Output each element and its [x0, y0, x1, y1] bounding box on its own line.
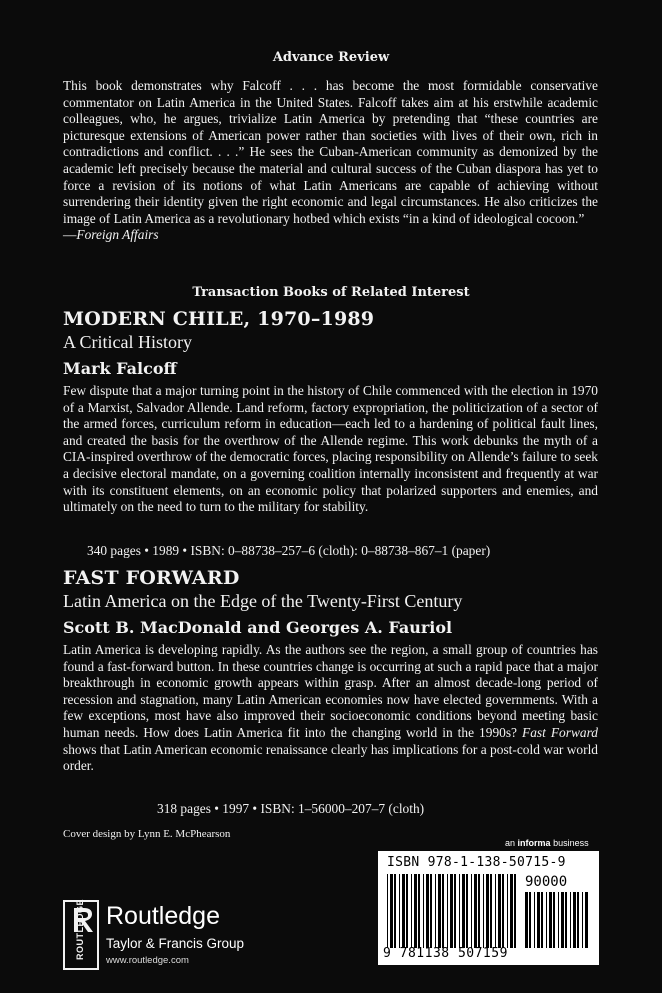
barcode-bar — [438, 874, 441, 948]
related-books-heading: Transaction Books of Related Interest — [192, 285, 470, 300]
description-part: Latin America is developing rapidly. As the authors see the region, a small group of countries has found a fast-forward button. In these countries change is occurring at such a rapid pace that a major breakthrough in economic growth appears within grasp. After an almost decade-long period of recession and stagnation, many Latin American economies now have elected governments. With a few exceptions, most have also improved their socioeconomic conditions beyond meeting basic human needs. How does Latin America fit into the changing world in the 1990s? — [63, 642, 598, 740]
barcode-bar — [546, 892, 547, 948]
barcode-bar — [450, 874, 453, 948]
book-description — [63, 642, 598, 775]
review-source-dash: — — [63, 227, 77, 243]
barcode-bar — [525, 892, 528, 948]
barcode-bar — [430, 874, 432, 948]
barcode — [378, 851, 599, 965]
informa-brand: informa — [517, 838, 551, 848]
review-source: Foreign Affairs — [76, 227, 159, 243]
barcode-bar — [471, 874, 472, 948]
barcode-bar — [561, 892, 564, 948]
advance-review-text — [63, 78, 598, 244]
informa-prefix: an — [505, 838, 516, 848]
barcode-bar — [541, 892, 543, 948]
barcode-bars — [387, 874, 517, 948]
barcode-bar — [582, 892, 583, 948]
barcode-bar — [570, 892, 571, 948]
routledge-logo — [63, 900, 273, 970]
barcode-bar — [549, 892, 552, 948]
barcode-bar — [486, 874, 489, 948]
barcode-bar — [454, 874, 456, 948]
barcode-bar — [435, 874, 436, 948]
informa-tagline — [505, 838, 589, 848]
review-body: This book demonstrates why Falcoff . . . has become the most formidable conservative commentator on Latin America in the United States. Falcoff takes aim at his erstwhile academic colleagues, who, he argues, trivialize Latin America by pretending that “these countries are picturesque extensions of American power rather than societies with lives of their own, rich in contradictions and conflict. . . .” He sees the Cuban-American community as demonized by the academic left precisely because the material and cultural success of the Cuban diaspora has yet to force a revision of its notions of what Latin Americans are capable of achieving without surrendering their identity given the right economic and legal circumstances. He also criticizes the image of Latin America as a revolutionary hotbed which exists “in a kind of ideological cocoon.” — [63, 78, 598, 226]
book-meta: 340 pages • 1989 • ISBN: 0–88738–257–6 (cloth): 0–88738–867–1 (paper) — [87, 543, 491, 558]
barcode-bar — [577, 892, 579, 948]
barcode-bar — [447, 874, 448, 948]
barcode-bar — [514, 874, 516, 948]
advance-review-heading: Advance Review — [272, 50, 390, 65]
barcode-bar — [474, 874, 477, 948]
publisher-group: Taylor & Francis Group — [106, 936, 245, 951]
barcode-bar — [510, 874, 513, 948]
addon-barcode-bars — [525, 892, 591, 948]
description-italic-title: Fast Forward — [522, 724, 598, 740]
book-meta: 318 pages • 1997 • ISBN: 1–56000–207–7 (cloth) — [157, 801, 425, 816]
publisher-url: www.routledge.com — [106, 955, 189, 966]
barcode-bar — [390, 874, 393, 948]
barcode-bar — [502, 874, 504, 948]
barcode-bar — [507, 874, 508, 948]
barcode-bar — [466, 874, 468, 948]
cover-credit: Cover design by Lynn E. McPhearson — [63, 828, 231, 840]
book-subtitle: A Critical History — [63, 332, 192, 352]
barcode-bar — [414, 874, 417, 948]
routledge-vertical-mark: ROUTLEDGE — [75, 898, 85, 960]
barcode-bar — [402, 874, 405, 948]
price-code: 90000 — [525, 874, 568, 890]
barcode-bar — [537, 892, 540, 948]
barcode-bar — [462, 874, 465, 948]
book-title: FAST FORWARD — [63, 567, 240, 589]
isbn-text: ISBN 978-1-138-50715-9 — [387, 855, 566, 870]
barcode-bar — [423, 874, 424, 948]
barcode-bar — [411, 874, 412, 948]
book-title: MODERN CHILE, 1970–1989 — [63, 308, 375, 330]
barcode-bar — [498, 874, 501, 948]
publisher-name: Routledge — [106, 902, 220, 930]
routledge-mark-icon — [63, 900, 99, 970]
description-part: shows that Latin American economic renaissance clearly has implications for a post-cold war world order. — [63, 741, 598, 774]
barcode-bar — [459, 874, 460, 948]
barcode-bar — [406, 874, 408, 948]
barcode-bar — [495, 874, 496, 948]
barcode-bar — [483, 874, 484, 948]
book-description: Few dispute that a major turning point in the history of Chile commenced with the election in 1970 of a Marxist, Salvador Allende. Land reform, factory expropriation, the politicization of a sector of the armed forces, curriculum reform in education—each led to a hardening of political fault lines, and created the basis for the overthrow of the Allende regime. This work debunks the myth of a CIA-inspired overthrow of the democratic forces, placing responsibility on Allende’s failure to seek a decisive electoral mandate, on a governing coalition internally inconsistent and frequently at war with its constituent elements, on an economic policy that polarized supporters and enemies, and ultimately on the need to turn to the military for stability. — [63, 383, 598, 515]
barcode-bar — [553, 892, 555, 948]
informa-suffix: business — [553, 838, 589, 848]
book-subtitle: Latin America on the Edge of the Twenty-First Century — [63, 591, 463, 611]
barcode-bar — [565, 892, 567, 948]
book-author: Mark Falcoff — [63, 359, 177, 378]
barcode-bar — [573, 892, 576, 948]
barcode-bar — [490, 874, 492, 948]
barcode-digits: 9 781138 507159 — [383, 946, 508, 961]
barcode-bar — [585, 892, 588, 948]
barcode-bar — [558, 892, 559, 948]
book-author: Scott B. MacDonald and Georges A. Fauriol — [63, 618, 453, 637]
barcode-bar — [394, 874, 396, 948]
barcode-bar — [442, 874, 444, 948]
barcode-bar — [478, 874, 480, 948]
barcode-bar — [534, 892, 535, 948]
barcode-bar — [399, 874, 400, 948]
barcode-bar — [529, 892, 531, 948]
barcode-bar — [387, 874, 388, 948]
barcode-bar — [426, 874, 429, 948]
barcode-bar — [418, 874, 420, 948]
